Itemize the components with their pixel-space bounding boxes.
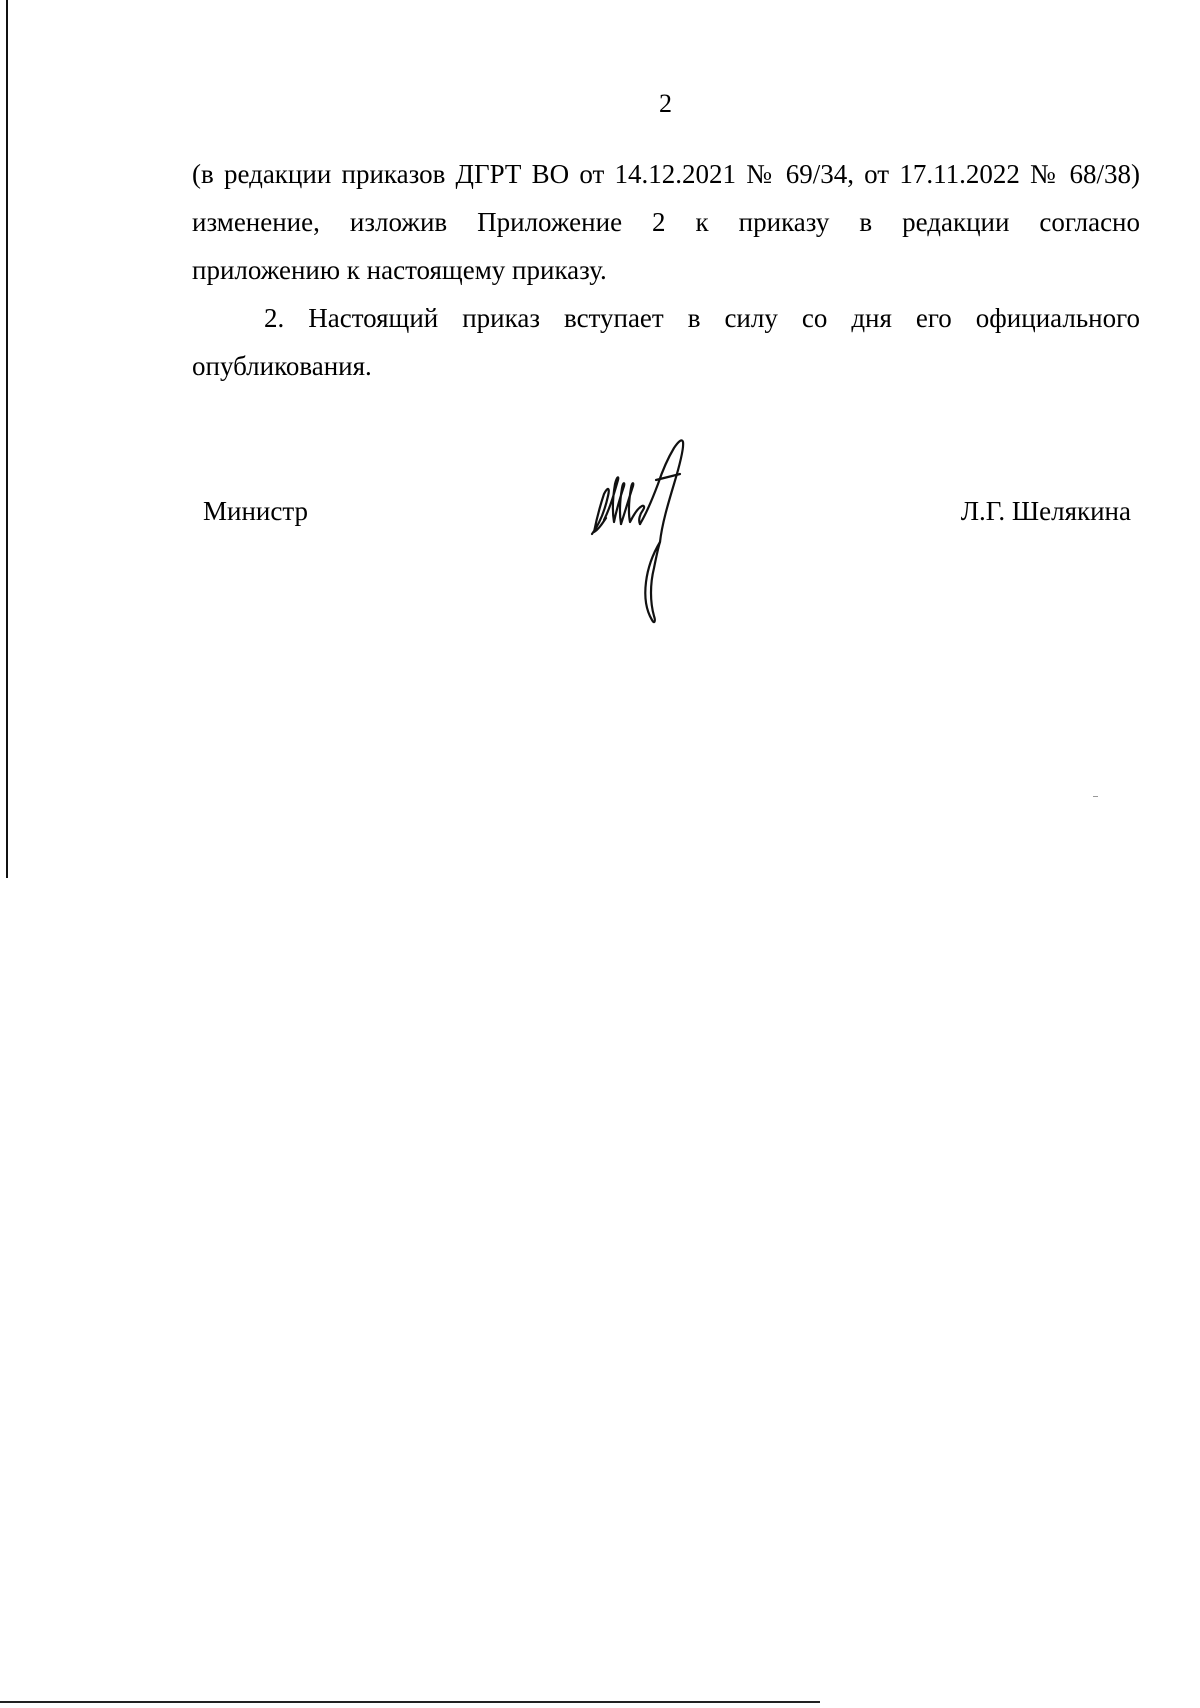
signer-position: Министр	[203, 496, 308, 526]
text-line: опубликования.	[192, 351, 372, 381]
paragraph-effective-date	[192, 294, 1140, 390]
scan-left-edge	[6, 0, 8, 878]
paragraph-amendment	[192, 150, 1140, 294]
scan-artifact	[1093, 796, 1098, 797]
scan-bottom-line	[0, 1701, 820, 1703]
text-line: приложению к настоящему приказу.	[192, 255, 607, 285]
signer-name: Л.Г. Шелякина	[960, 496, 1131, 526]
text-line: (в редакции приказов ДГРТ ВО от 14.12.2021 № 69/34, от 17.11.2022 № 68/38)	[192, 159, 1140, 189]
document-body	[192, 150, 1140, 390]
handwritten-signature	[588, 434, 700, 626]
page-number: 2	[659, 89, 672, 118]
text-line: 2. Настоящий приказ вступает в силу со дня его официального	[264, 303, 1140, 333]
text-line: изменение, изложив Приложение 2 к приказу в редакции согласно	[192, 207, 1140, 237]
